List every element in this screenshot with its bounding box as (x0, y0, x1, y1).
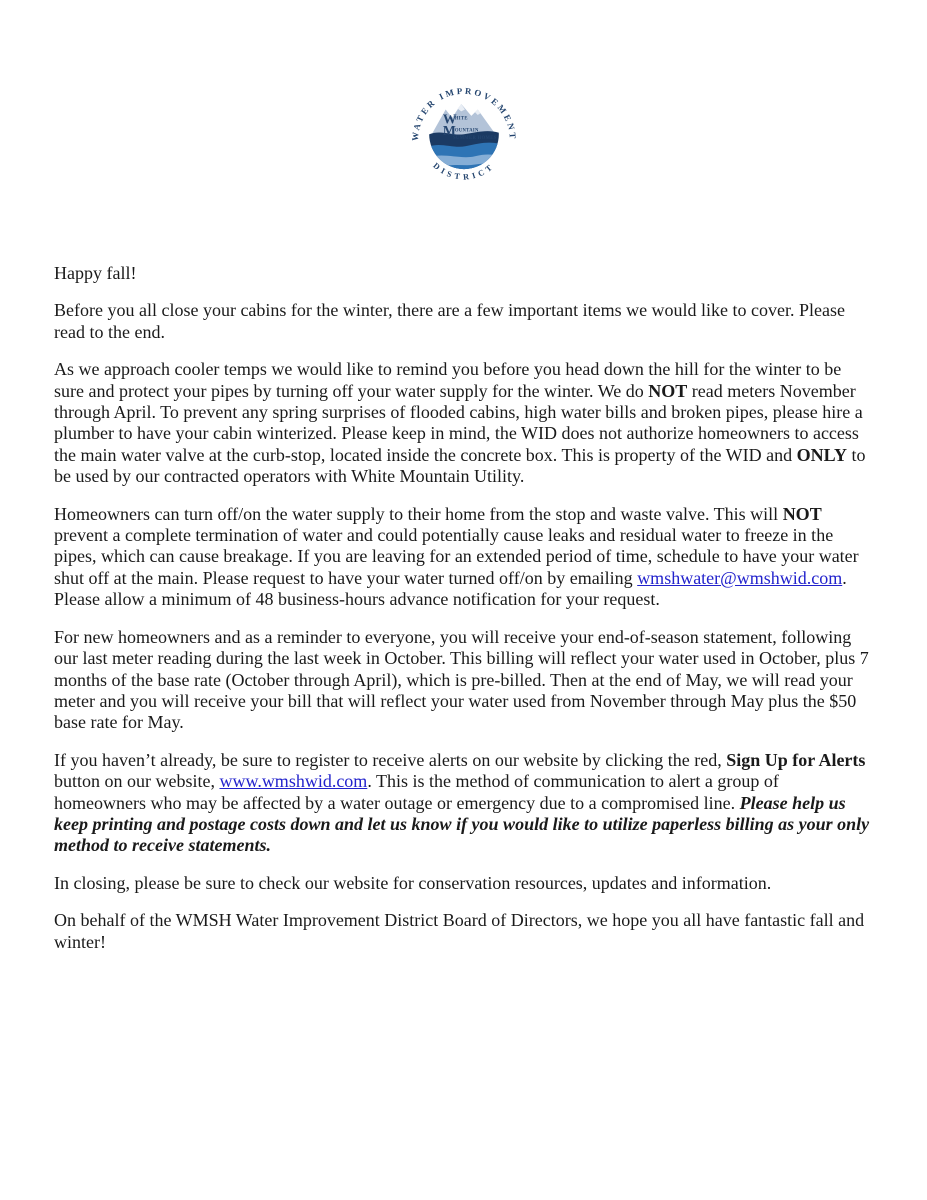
text-run: to be used by our contracted operators with White Mountain Utility. (54, 444, 866, 487)
text-run: If you haven’t already, be sure to register to receive alerts on our website by clicking the red, (54, 749, 727, 770)
text-run: On behalf of the WMSH Water Improvement District Board of Directors, we hope you all have fantastic fall and winter! (54, 910, 865, 952)
text-run: NOT (648, 380, 688, 401)
text-run: As we approach cooler temps we would like to remind you before you head down the hill for the winter to be sure and protect your pipes by turning off your water supply for the winter. We do (54, 359, 842, 401)
logo-word-ountain: OUNTAIN (454, 128, 479, 134)
logo-word-hite: HITE (454, 116, 468, 122)
text-run: read meters November through April. To prevent any spring surprises of flooded cabins, high water bills and broken pipes, please hire a plumber to have your cabin winterized. Please keep in mind, the WID does not authorize homeowners to access the main water valve at the curb-stop, located inside the concrete box. This is property of the WID and (54, 380, 863, 465)
website-link[interactable]: www.wmshwid.com (219, 771, 368, 792)
logo-arc-bottom-text: DISTRICT (430, 160, 497, 182)
text-run: Please help us keep printing and postage costs down and let us know if you would like to utilize paperless billing as your only method to receive statements. (54, 792, 870, 856)
text-run: Happy fall! (54, 263, 137, 283)
paragraph (54, 300, 870, 343)
text-run: ONLY (796, 444, 847, 465)
text-run: NOT (782, 503, 822, 524)
district-logo (409, 80, 519, 194)
text-run: Sign Up for Alerts (726, 749, 866, 770)
text-run: prevent a complete termination of water and could potentially cause leaks and residual water to freeze in the pipes, which can cause breakage. If you are leaving for an extended period of time, schedule to have your water shut off at the main. Please request to have your water turned off/on by emailing (54, 525, 859, 588)
logo-monogram-w: W (442, 111, 457, 127)
water-district-logo-icon (409, 80, 519, 194)
logo-word-summer-homes: SUMMER HOMES (452, 135, 497, 141)
logo-monogram-m: M (442, 123, 456, 139)
paragraph (54, 910, 870, 953)
text-run: . This is the method of communication to alert a group of homeowners who may be affected by a water outage or emergency due to a compromised line. (54, 771, 779, 813)
paragraph (54, 627, 870, 734)
paragraph (54, 359, 870, 487)
text-run: . Please allow a minimum of 48 business-hours advance notification for your request. (54, 567, 847, 610)
paragraph (54, 750, 870, 857)
text-run: For new homeowners and as a reminder to everyone, you will receive your end-of-season statement, following our last meter reading during the last week in October. This billing will reflect your water used in October, plus 7 months of the base rate (October through April), which is pre-billed. Then at the end of May, we will read your meter and you will receive your bill that will reflect your water used from November through May plus the $50 base rate for May. (54, 626, 869, 733)
paragraph (54, 263, 870, 284)
text-run: button on our website, (54, 771, 220, 792)
letter-body (54, 263, 870, 969)
logo-arc-top-text: WATER IMPROVEMENT (409, 85, 518, 142)
text-run: Before you all close your cabins for the winter, there are a few important items we would like to cover. Please read to the end. (54, 300, 846, 342)
paragraph (54, 504, 870, 611)
text-run: Homeowners can turn off/on the water supply to their home from the stop and waste valve. This will (54, 503, 783, 524)
email-link[interactable]: wmshwater@wmshwid.com (637, 567, 843, 588)
paragraph (54, 873, 870, 894)
text-run: In closing, please be sure to check our website for conservation resources, updates and information. (54, 872, 772, 893)
